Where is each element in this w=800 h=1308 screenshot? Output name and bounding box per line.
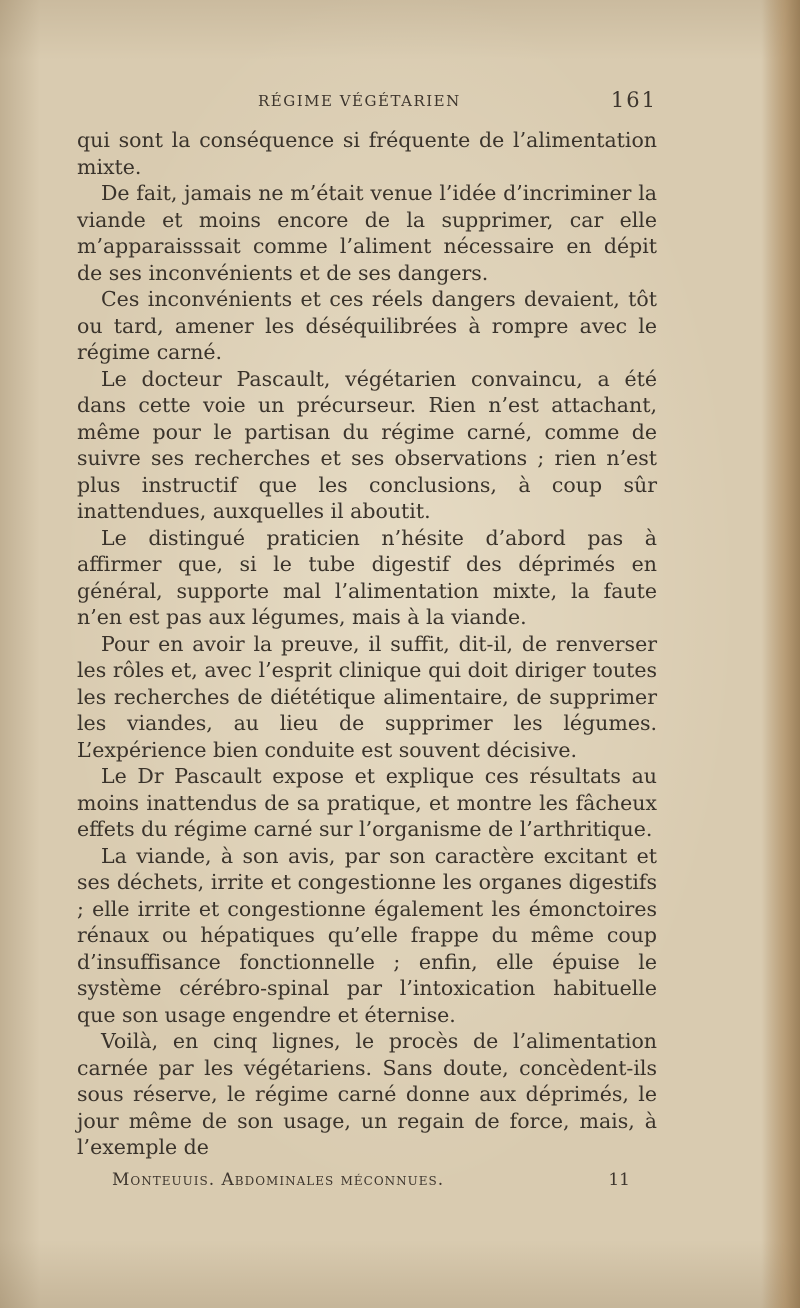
running-header xyxy=(72,88,657,118)
paragraph-7: Le Dr Pascault expose et explique ces résultats au moins inattendus de sa pratique, et montre les fâcheux effets du régime carné sur l’organisme de l’arthritique. xyxy=(77,764,657,841)
page-edge-shadow xyxy=(762,0,800,1308)
paragraph-9: Voilà, en cinq lignes, le procès de l’alimentation carnée par les végétariens. Sans doute, concèdent-ils sous réserve, le régime carné donne aux déprimés, le jour même de son usage, un regain de force, mais, à l’exemple de xyxy=(77,1029,657,1159)
paragraph-1: qui sont la conséquence si fréquente de l’alimentation mixte. xyxy=(77,128,657,179)
paragraph-2: De fait, jamais ne m’était venue l’idée d’incriminer la viande et moins encore de la supprimer, car elle m’apparaisssait comme l’aliment nécessaire en dépit de ses inconvénients et de ses dangers. xyxy=(77,181,657,285)
page-footer xyxy=(112,1170,630,1196)
paragraph-4: Le docteur Pascault, végétarien convaincu, a été dans cette voie un précurseur. Rien n’est attachant, même pour le partisan du régime carné, comme de suivre ses recherches et ses observations ; rien n’est plus instructif que les conclusions, à coup sûr inattendues, auxquelles il aboutit. xyxy=(77,366,657,523)
paragraph-8: La viande, à son avis, par son caractère excitant et ses déchets, irrite et congestionne les organes digestifs ; elle irrite et congestionne également les émonctoires rénaux ou hépatiques qu’elle frappe du même coup d’insuffisance fonctionnelle ; enfin, elle épuise le système cérébro-spinal par l’intoxication habituelle que son usage engendre et éternise. xyxy=(77,843,657,1027)
sheet-number: 11 xyxy=(608,1170,630,1190)
paragraph-6: Pour en avoir la preuve, il suffit, dit-il, de renverser les rôles et, avec l’esprit clinique qui doit diriger toutes les recherches de diététique alimentaire, de supprimer les viandes, au lieu de supprimer les légumes. L’expérience bien conduite est souvent décisive. xyxy=(77,631,657,762)
paragraph-3: Ces inconvénients et ces réels dangers devaient, tôt ou tard, amener les déséquilibrées à rompre avec le régime carné. xyxy=(77,287,657,364)
page-number: 161 xyxy=(610,88,657,112)
running-title: RÉGIME VÉGÉTARIEN xyxy=(258,92,461,110)
paragraph-5: Le distingué praticien n’hésite d’abord pas à affirmer que, si le tube digestif des déprimés en général, supporte mal l’alimentation mixte, la faute n’en est pas aux légumes, mais à la viande. xyxy=(77,525,657,629)
body-text xyxy=(77,127,657,1161)
footer-signature: Monteuuis. Abdominales méconnues. xyxy=(112,1170,445,1190)
